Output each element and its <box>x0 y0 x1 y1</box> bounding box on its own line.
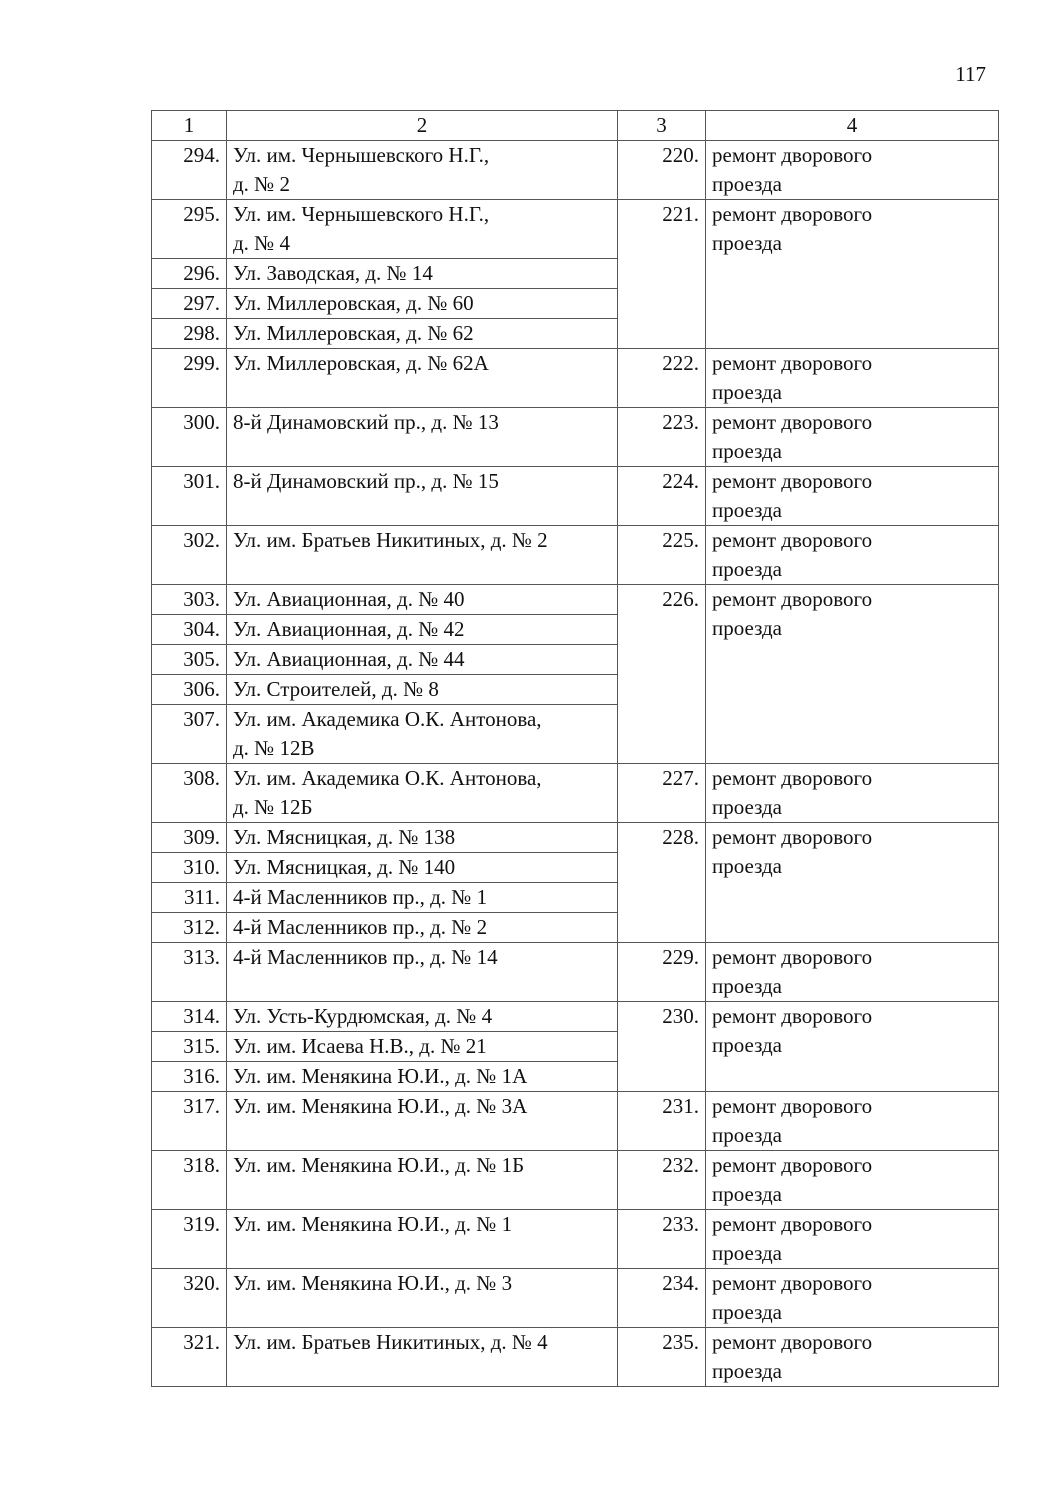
address-cell: Ул. Заводская, д. № 14 <box>227 259 618 289</box>
row-number: 298. <box>152 319 227 349</box>
header-col-3: 3 <box>618 111 706 141</box>
address-cell: Ул. им. Менякина Ю.И., д. № 1А <box>227 1062 618 1092</box>
row-number: 308. <box>152 764 227 823</box>
table-row <box>152 585 999 615</box>
work-type-cell: ремонт дворового проезда <box>706 823 999 943</box>
address-cell: Ул. им. Менякина Ю.И., д. № 1Б <box>227 1151 618 1210</box>
row-number: 310. <box>152 853 227 883</box>
row-number: 294. <box>152 141 227 200</box>
address-cell: Ул. Миллеровская, д. № 60 <box>227 289 618 319</box>
address-cell: Ул. Миллеровская, д. № 62А <box>227 349 618 408</box>
object-number: 221. <box>618 200 706 349</box>
address-cell: Ул. Строителей, д. № 8 <box>227 675 618 705</box>
work-type-cell: ремонт дворового проезда <box>706 764 999 823</box>
row-number: 311. <box>152 883 227 913</box>
address-cell: Ул. им. Менякина Ю.И., д. № 3 <box>227 1269 618 1328</box>
object-number: 226. <box>618 585 706 764</box>
table-row <box>152 408 999 467</box>
table-row <box>152 467 999 526</box>
row-number: 312. <box>152 913 227 943</box>
address-cell: 4-й Масленников пр., д. № 2 <box>227 913 618 943</box>
address-cell: Ул. Миллеровская, д. № 62 <box>227 319 618 349</box>
object-number: 225. <box>618 526 706 585</box>
row-number: 317. <box>152 1092 227 1151</box>
table-row <box>152 526 999 585</box>
address-cell: Ул. им. Исаева Н.В., д. № 21 <box>227 1032 618 1062</box>
address-cell: Ул. им. Братьев Никитиных, д. № 4 <box>227 1328 618 1387</box>
table-row <box>152 1269 999 1328</box>
row-number: 314. <box>152 1002 227 1032</box>
address-cell: Ул. им. Братьев Никитиных, д. № 2 <box>227 526 618 585</box>
row-number: 309. <box>152 823 227 853</box>
row-number: 313. <box>152 943 227 1002</box>
table-row <box>152 200 999 259</box>
address-cell: Ул. им. Чернышевского Н.Г., д. № 2 <box>227 141 618 200</box>
object-number: 227. <box>618 764 706 823</box>
row-number: 301. <box>152 467 227 526</box>
address-cell: Ул. Усть-Курдюмская, д. № 4 <box>227 1002 618 1032</box>
work-type-cell: ремонт дворового проезда <box>706 1269 999 1328</box>
row-number: 319. <box>152 1210 227 1269</box>
header-col-4: 4 <box>706 111 999 141</box>
work-type-cell: ремонт дворового проезда <box>706 349 999 408</box>
address-cell: Ул. им. Чернышевского Н.Г., д. № 4 <box>227 200 618 259</box>
address-table <box>151 110 999 1387</box>
row-number: 316. <box>152 1062 227 1092</box>
header-row <box>152 111 999 141</box>
object-number: 233. <box>618 1210 706 1269</box>
row-number: 320. <box>152 1269 227 1328</box>
table-header <box>152 111 999 141</box>
address-cell: Ул. им. Академика О.К. Антонова, д. № 12В <box>227 705 618 764</box>
table-row <box>152 1328 999 1387</box>
object-number: 223. <box>618 408 706 467</box>
object-number: 228. <box>618 823 706 943</box>
address-cell: 4-й Масленников пр., д. № 14 <box>227 943 618 1002</box>
address-cell: Ул. Мясницкая, д. № 138 <box>227 823 618 853</box>
work-type-cell: ремонт дворового проезда <box>706 408 999 467</box>
table-body <box>152 141 999 1387</box>
object-number: 235. <box>618 1328 706 1387</box>
address-cell: Ул. им. Менякина Ю.И., д. № 3А <box>227 1092 618 1151</box>
table-row <box>152 823 999 853</box>
table-row <box>152 141 999 200</box>
address-cell: Ул. Авиационная, д. № 42 <box>227 615 618 645</box>
address-cell: Ул. им. Менякина Ю.И., д. № 1 <box>227 1210 618 1269</box>
address-cell: 8-й Динамовский пр., д. № 13 <box>227 408 618 467</box>
table-row <box>152 1002 999 1032</box>
row-number: 295. <box>152 200 227 259</box>
row-number: 318. <box>152 1151 227 1210</box>
table-row <box>152 943 999 1002</box>
work-type-cell: ремонт дворового проезда <box>706 1151 999 1210</box>
work-type-cell: ремонт дворового проезда <box>706 141 999 200</box>
row-number: 299. <box>152 349 227 408</box>
work-type-cell: ремонт дворового проезда <box>706 467 999 526</box>
row-number: 304. <box>152 615 227 645</box>
object-number: 229. <box>618 943 706 1002</box>
row-number: 296. <box>152 259 227 289</box>
header-col-1: 1 <box>152 111 227 141</box>
table-row <box>152 1210 999 1269</box>
table-row <box>152 764 999 823</box>
table-row <box>152 349 999 408</box>
work-type-cell: ремонт дворового проезда <box>706 1002 999 1092</box>
row-number: 321. <box>152 1328 227 1387</box>
row-number: 305. <box>152 645 227 675</box>
object-number: 222. <box>618 349 706 408</box>
address-cell: Ул. Мясницкая, д. № 140 <box>227 853 618 883</box>
object-number: 234. <box>618 1269 706 1328</box>
work-type-cell: ремонт дворового проезда <box>706 526 999 585</box>
work-type-cell: ремонт дворового проезда <box>706 585 999 764</box>
object-number: 220. <box>618 141 706 200</box>
table-row <box>152 1092 999 1151</box>
row-number: 307. <box>152 705 227 764</box>
header-col-2: 2 <box>227 111 618 141</box>
page-number: 117 <box>955 62 986 86</box>
address-cell: Ул. Авиационная, д. № 40 <box>227 585 618 615</box>
object-number: 230. <box>618 1002 706 1092</box>
address-cell: 4-й Масленников пр., д. № 1 <box>227 883 618 913</box>
object-number: 224. <box>618 467 706 526</box>
object-number: 232. <box>618 1151 706 1210</box>
work-type-cell: ремонт дворового проезда <box>706 200 999 349</box>
row-number: 297. <box>152 289 227 319</box>
row-number: 306. <box>152 675 227 705</box>
address-cell: Ул. Авиационная, д. № 44 <box>227 645 618 675</box>
work-type-cell: ремонт дворового проезда <box>706 1092 999 1151</box>
row-number: 315. <box>152 1032 227 1062</box>
row-number: 302. <box>152 526 227 585</box>
work-type-cell: ремонт дворового проезда <box>706 1328 999 1387</box>
work-type-cell: ремонт дворового проезда <box>706 943 999 1002</box>
address-cell: Ул. им. Академика О.К. Антонова, д. № 12Б <box>227 764 618 823</box>
address-cell: 8-й Динамовский пр., д. № 15 <box>227 467 618 526</box>
row-number: 300. <box>152 408 227 467</box>
object-number: 231. <box>618 1092 706 1151</box>
table-row <box>152 1151 999 1210</box>
work-type-cell: ремонт дворового проезда <box>706 1210 999 1269</box>
row-number: 303. <box>152 585 227 615</box>
